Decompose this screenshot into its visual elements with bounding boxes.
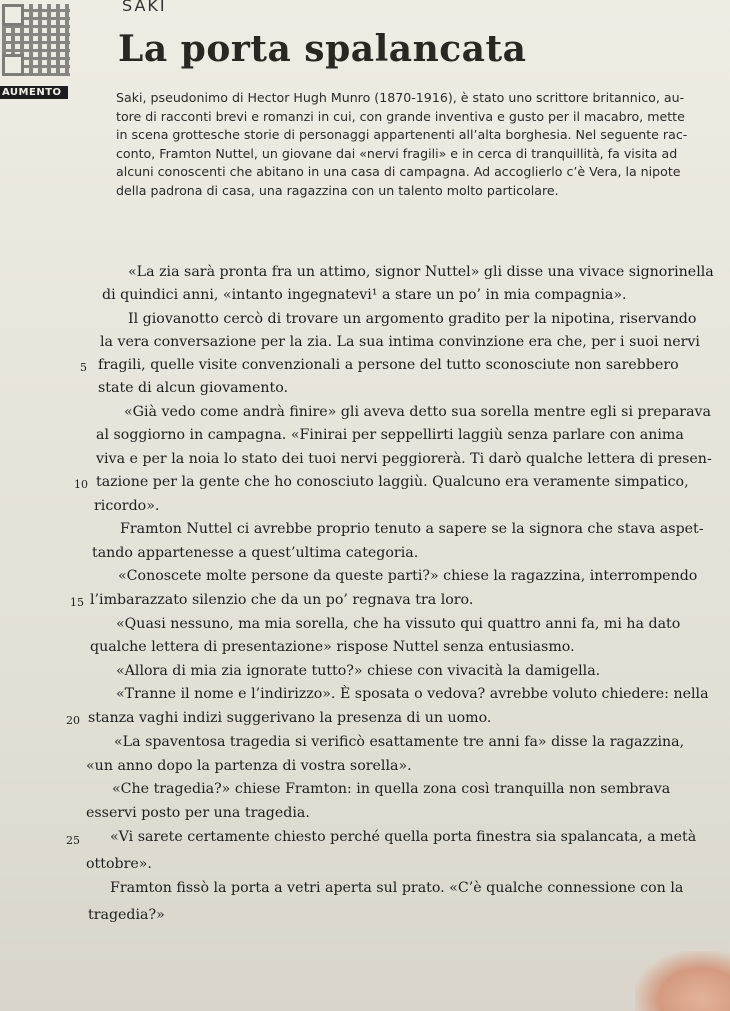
story-line: fragili, quelle visite convenzionali a persone del tutto sconosciute non sarebbero bbox=[98, 357, 679, 373]
story-line: tando appartenesse a quest’ultima categoria. bbox=[92, 545, 419, 561]
story-line: qualche lettera di presentazione» rispose Nuttel senza entusiasmo. bbox=[90, 639, 575, 655]
story-line: «Quasi nessuno, ma mia sorella, che ha vissuto qui quattro anni fa, mi ha dato bbox=[116, 616, 681, 632]
intro-line: alcuni conoscenti che abitano in una casa di campagna. Ad accoglierlo c’è Vera, la nipote bbox=[116, 164, 681, 179]
story-line: «Vi sarete certamente chiesto perché quella porta finestra sia spalancata, a metà bbox=[110, 829, 697, 845]
story-line: Framton Nuttel ci avrebbe proprio tenuto a sapere se la signora che stava aspet- bbox=[120, 521, 704, 537]
line-number: 10 bbox=[74, 478, 88, 491]
story-line: «un anno dopo la partenza di vostra sorella». bbox=[86, 758, 412, 774]
section-tag: AUMENTO bbox=[0, 86, 68, 99]
line-number: 20 bbox=[66, 714, 80, 727]
story-line: ricordo». bbox=[94, 498, 160, 514]
story-line: «Già vedo come andrà finire» gli aveva detto sua sorella mentre egli si preparava bbox=[124, 404, 712, 420]
story-line: tazione per la gente che ho conosciuto laggiù. Qualcuno era veramente simpatico, bbox=[96, 474, 689, 490]
story-title: La porta spalancata bbox=[118, 28, 527, 70]
author-label: SAKI bbox=[122, 0, 167, 15]
intro-line: conto, Framton Nuttel, un giovane dai «nervi fragili» e in cerca di tranquillità, fa visita ad bbox=[116, 145, 678, 161]
story-line: stanza vaghi indizi suggerivano la presenza di un uomo. bbox=[88, 710, 492, 726]
intro-line: in scena grottesche storie di personaggi appartenenti all’alta borghesia. Nel seguente rac- bbox=[116, 127, 688, 142]
line-number: 25 bbox=[66, 834, 80, 847]
line-number: 5 bbox=[80, 361, 87, 374]
story-line: al soggiorno in campagna. «Finirai per seppellirti laggiù senza parlare con anima bbox=[96, 427, 684, 443]
story-line: viva e per la noia lo stato dei tuoi nervi peggiorerà. Ti darò qualche lettera di presen- bbox=[96, 451, 712, 467]
story-line: Il giovanotto cercò di trovare un argomento gradito per la nipotina, riservando bbox=[128, 311, 697, 327]
story-line: esservi posto per una tragedia. bbox=[86, 805, 310, 821]
intro-line: tore di racconti brevi e romanzi in cui, con grande inventiva e gusto per il macabro, mette bbox=[116, 108, 685, 124]
intro-line: Saki, pseudonimo di Hector Hugh Munro (1870-1916), è stato uno scrittore britannico, au- bbox=[116, 90, 685, 105]
finger-photo-edge bbox=[635, 951, 730, 1011]
story-line: l’imbarazzato silenzio che da un po’ regnava tra loro. bbox=[90, 592, 474, 608]
story-line: ottobre». bbox=[86, 856, 152, 872]
story-line: «Allora di mia zia ignorate tutto?» chiese con vivacità la damigella. bbox=[116, 663, 601, 679]
story-line: «Che tragedia?» chiese Framton: in quella zona così tranquilla non sembrava bbox=[112, 781, 671, 797]
story-line: di quindici anni, «intanto ingegnatevi¹ a stare un po’ in mia compagnia». bbox=[102, 287, 627, 303]
line-number: 15 bbox=[70, 596, 84, 609]
story-line: la vera conversazione per la zia. La sua intima convinzione era che, per i suoi nervi bbox=[100, 334, 700, 350]
story-line: «Tranne il nome e l’indirizzo». È sposata o vedova? avrebbe voluto chiedere: nella bbox=[116, 686, 709, 702]
intro-line: della padrona di casa, una ragazzina con un talento molto particolare. bbox=[116, 182, 559, 198]
story-line: «La zia sarà pronta fra un attimo, signor Nuttel» gli disse una vivace signorinella bbox=[128, 264, 714, 280]
story-line: «Conoscete molte persone da queste parti?» chiese la ragazzina, interrompendo bbox=[118, 568, 698, 584]
story-line: state di alcun giovamento. bbox=[98, 380, 289, 396]
story-line: tragedia?» bbox=[88, 907, 165, 923]
story-line: Framton fissò la porta a vetri aperta sul prato. «C’è qualche connessione con la bbox=[110, 880, 684, 896]
story-line: «La spaventosa tragedia si verificò esattamente tre anni fa» disse la ragazzina, bbox=[114, 734, 685, 750]
